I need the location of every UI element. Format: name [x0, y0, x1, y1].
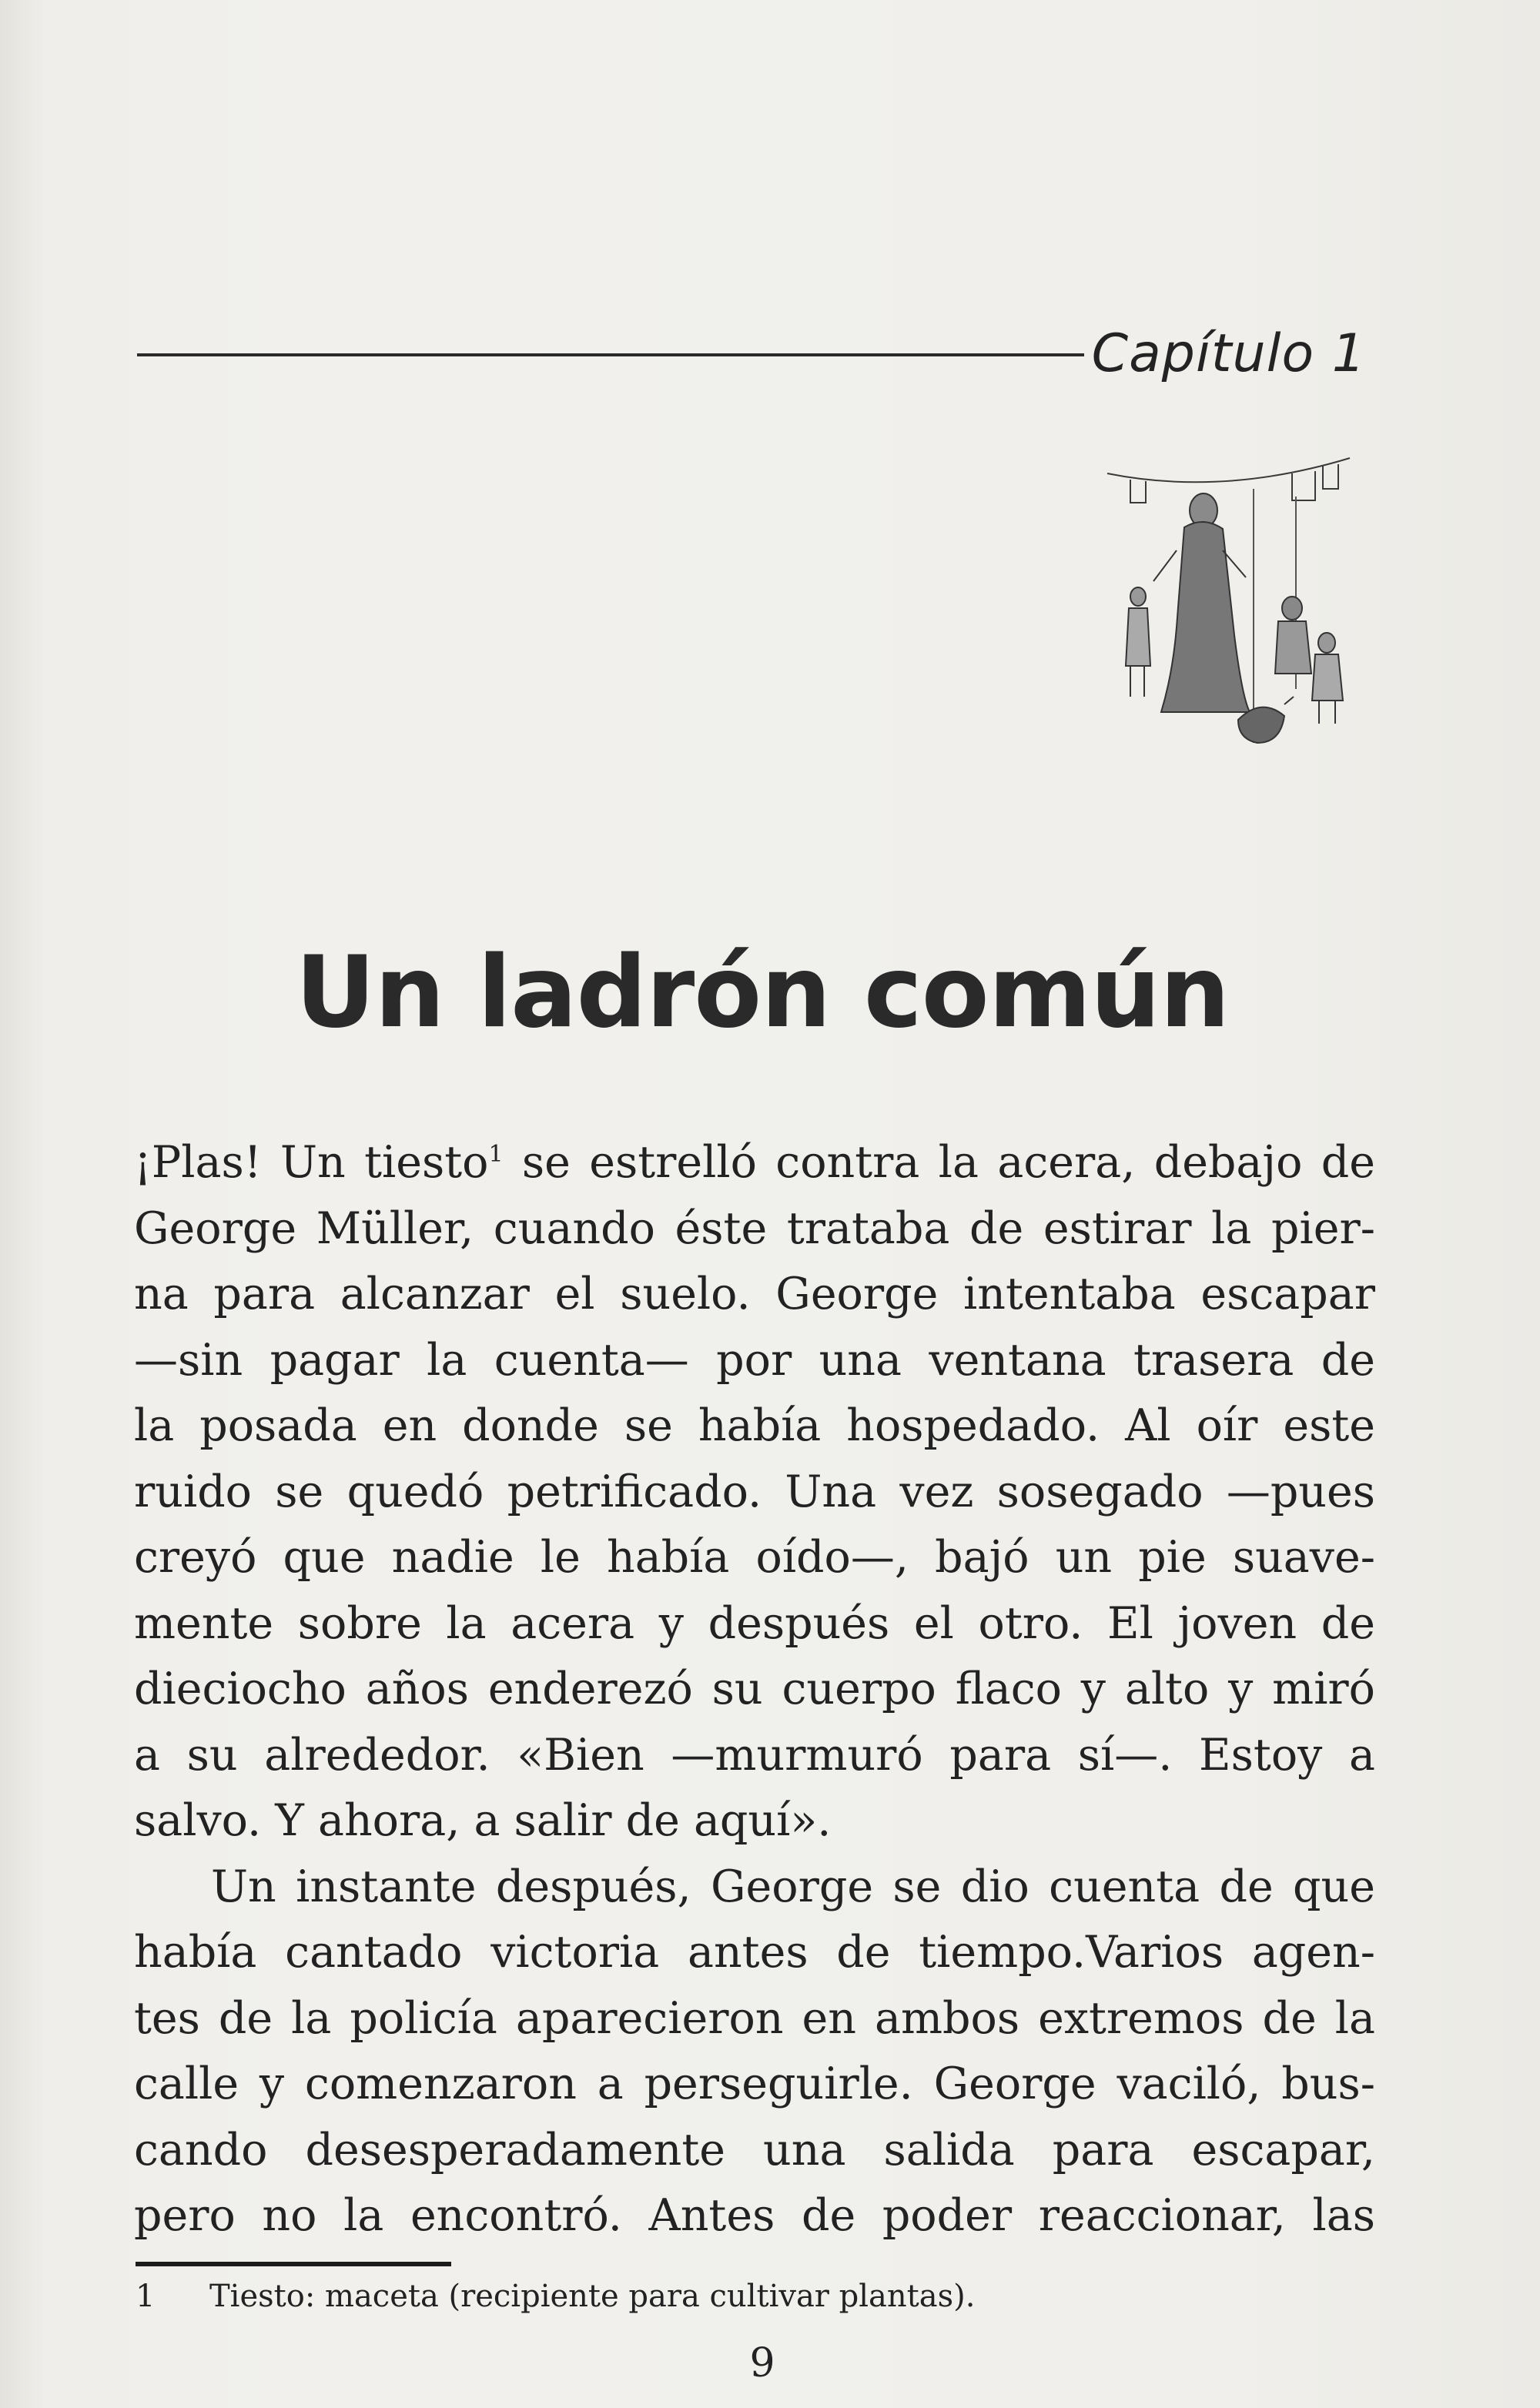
text-line: dieciocho años enderezó su cuerpo flaco y alto y miró [134, 1664, 1375, 1714]
footnote-text: Tiesto: maceta (recipiente para cultivar plantas). [209, 2279, 976, 2314]
text-line: había cantado victoria antes de tiempo.Varios agen- [134, 1927, 1375, 1978]
text-line: na para alcanzar el suelo. George intentaba escapar [134, 1269, 1375, 1319]
text-line: —sin pagar la cuenta— por una ventana trasera de [134, 1334, 1375, 1386]
footnote [136, 2279, 975, 2314]
text-line: George Müller, cuando éste trataba de estirar la pier- [134, 1202, 1375, 1254]
text-line: a su alrededor. «Bien —murmuró para sí—. Estoy a [134, 1729, 1375, 1781]
chapter-rule [137, 353, 1084, 356]
text-line: la posada en donde se había hospedado. Al oír este [134, 1400, 1375, 1451]
text-line: salvo. Y ahora, a salir de aquí». [134, 1795, 832, 1846]
text-line: mente sobre la acera y después el otro. El joven de [134, 1597, 1375, 1649]
text-line: ruido se quedó petrificado. Una vez sosegado —pues [134, 1466, 1375, 1517]
text-line: tes de la policía aparecieron en ambos extremos de la [134, 1992, 1375, 2044]
text-line: pero no la encontró. Antes de poder reaccionar, las [134, 2190, 1375, 2241]
page-number: 9 [749, 2340, 775, 2386]
text-line: ¡Plas! Un tiesto$^1$ se estrelló contra la acera, debajo de [134, 1137, 1375, 1188]
body-text [134, 1130, 1375, 2249]
chapter-label: Capítulo 1 [1091, 323, 1366, 384]
text-line: Un instante después, George se dio cuenta de que [211, 1861, 1375, 1912]
chapter-title: Un ladrón común [295, 935, 1230, 1050]
footnote-marker: 1 [488, 1141, 504, 1168]
footnote-number: 1 [136, 2279, 156, 2314]
text-line: calle y comenzaron a perseguirle. George vaciló, bus- [134, 2059, 1375, 2109]
woman-with-children-illustration-icon [1100, 443, 1354, 766]
footnote-rule [136, 2262, 451, 2266]
text-line: creyó que nadie le había oído—, bajó un pie suave- [134, 1532, 1375, 1583]
text-line: cando desesperadamente una salida para escapar, [134, 2124, 1375, 2176]
